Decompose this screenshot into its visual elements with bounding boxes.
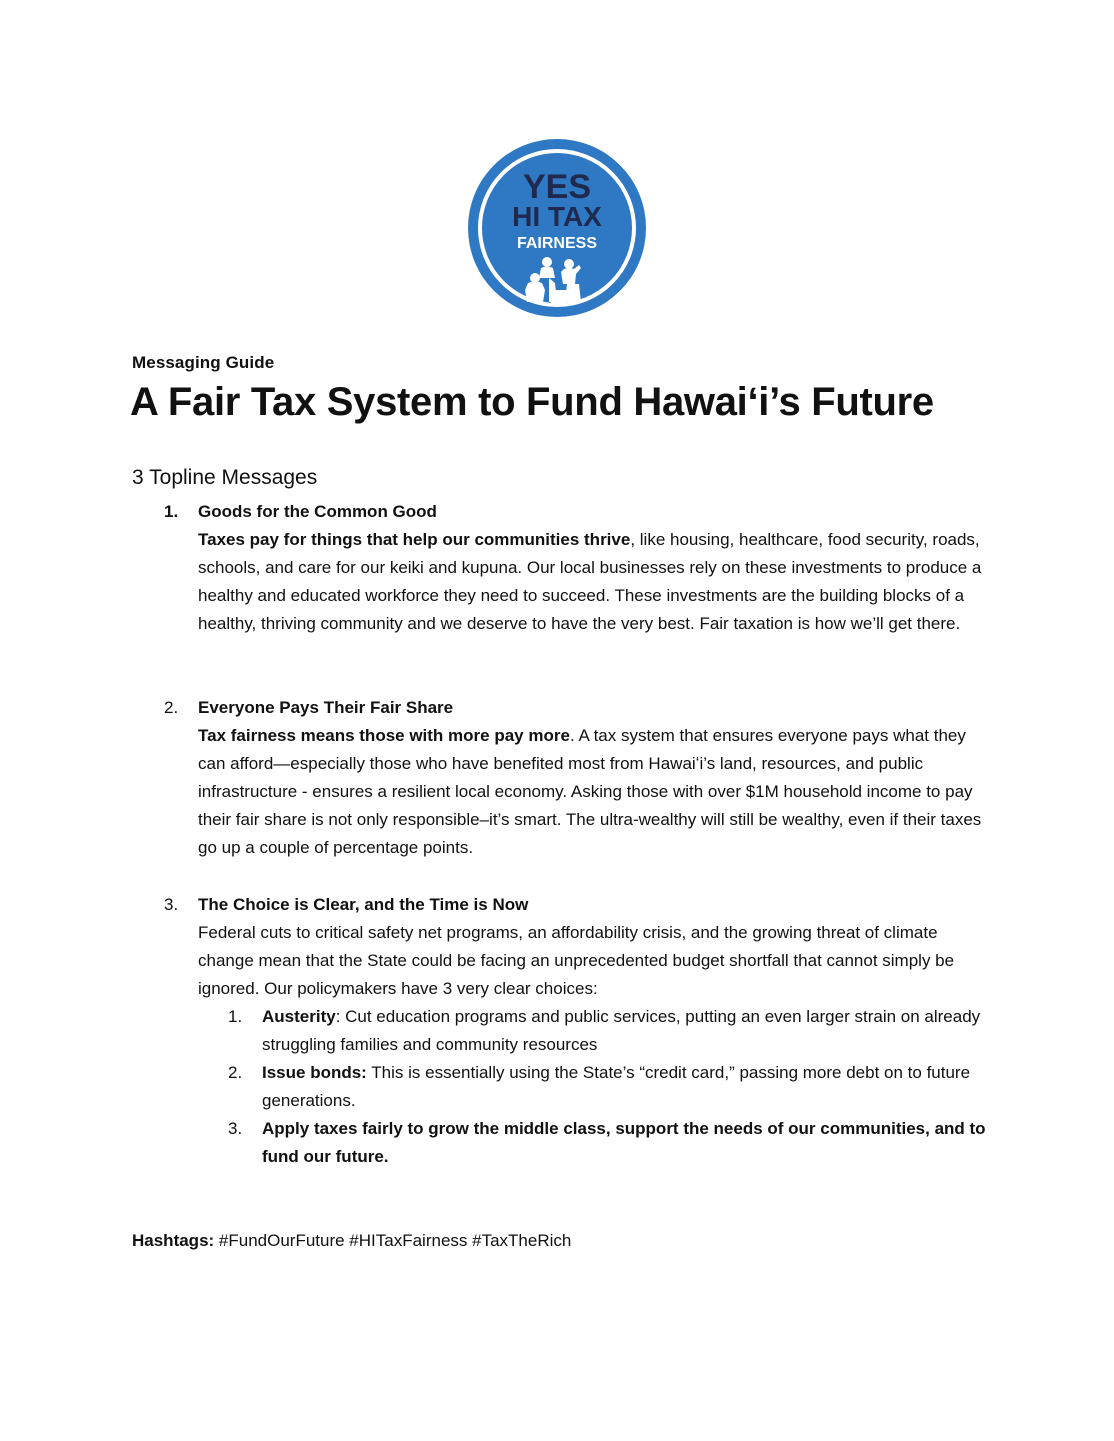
choice-number: 3. — [228, 1119, 243, 1138]
choice-number: 1. — [228, 1007, 243, 1026]
choice-number: 2. — [228, 1063, 243, 1082]
message-text: Federal cuts to critical safety net programs, an affordability crisis, and the growing threat of climate change mean that the State could be facing an unprecedented budget shortfall that cannot simply be ignored. Our policymakers have 3 very clear choices: — [198, 923, 955, 998]
choice-item-issue-bonds — [198, 1059, 992, 1115]
document-label: Messaging Guide — [132, 353, 275, 372]
message-title: Goods for the Common Good — [198, 502, 437, 521]
message-item-3 — [132, 891, 992, 1171]
hashtags-line — [132, 1227, 571, 1255]
message-body — [198, 722, 992, 862]
choice-item-apply-taxes-fairly — [198, 1115, 992, 1171]
message-item-1 — [132, 498, 992, 638]
choice-text: This is essentially using the State’s “credit card,” passing more debt on to future generations. — [262, 1063, 971, 1110]
logo-line-hi-tax: HI TAX — [512, 201, 602, 232]
hashtags-list: #FundOurFuture #HITaxFairness #TaxTheRich — [214, 1231, 572, 1250]
message-number: 1. — [164, 502, 179, 521]
message-text: . A tax system that ensures everyone pays what they can afford—especially those who have benefited most from Hawaiʻi’s land, resources, and public infrastructure - ensures a resilient local economy. Asking those with over $1M household income to pay their fair share is not only responsible–it’s smart. The ultra-wealthy will still be wealthy, even if their taxes go up a couple of percentage points. — [198, 726, 982, 857]
message-title: Everyone Pays Their Fair Share — [198, 698, 454, 717]
message-number: 3. — [164, 895, 179, 914]
message-item-2 — [132, 694, 992, 862]
message-lead: Tax fairness means those with more pay more — [198, 726, 570, 745]
hashtags-label: Hashtags: — [132, 1231, 215, 1250]
choice-term: Austerity — [262, 1007, 336, 1026]
message-lead: Taxes pay for things that help our communities thrive — [198, 530, 631, 549]
page-title: A Fair Tax System to Fund Hawaiʻi’s Future — [130, 380, 934, 424]
section-heading: 3 Topline Messages — [132, 466, 318, 489]
choice-text: : Cut education programs and public services, putting an even larger strain on already struggling families and community resources — [262, 1007, 981, 1054]
message-title: The Choice is Clear, and the Time is Now — [198, 895, 529, 914]
choice-term: Apply taxes fairly to grow the middle class, support the needs of our communities, and to fund our future. — [262, 1119, 986, 1166]
yes-hi-tax-fairness-logo — [467, 138, 647, 318]
logo-line-yes: YES — [522, 168, 592, 206]
choice-term: Issue bonds: — [262, 1063, 367, 1082]
logo-badge-icon — [467, 138, 647, 318]
message-text: , like housing, healthcare, food security, roads, schools, and care for our keiki and kupuna. Our local businesses rely on these investments to produce a healthy and educated workforce they need to succeed. These investments are the building blocks of a healthy, thriving community and we deserve to have the very best. Fair taxation is how we’ll get there. — [198, 530, 982, 633]
message-body — [198, 526, 992, 638]
choice-item-austerity — [198, 1003, 992, 1059]
choices-list — [198, 1003, 992, 1171]
message-number: 2. — [164, 698, 179, 717]
logo-line-fairness: FAIRNESS — [516, 235, 598, 252]
